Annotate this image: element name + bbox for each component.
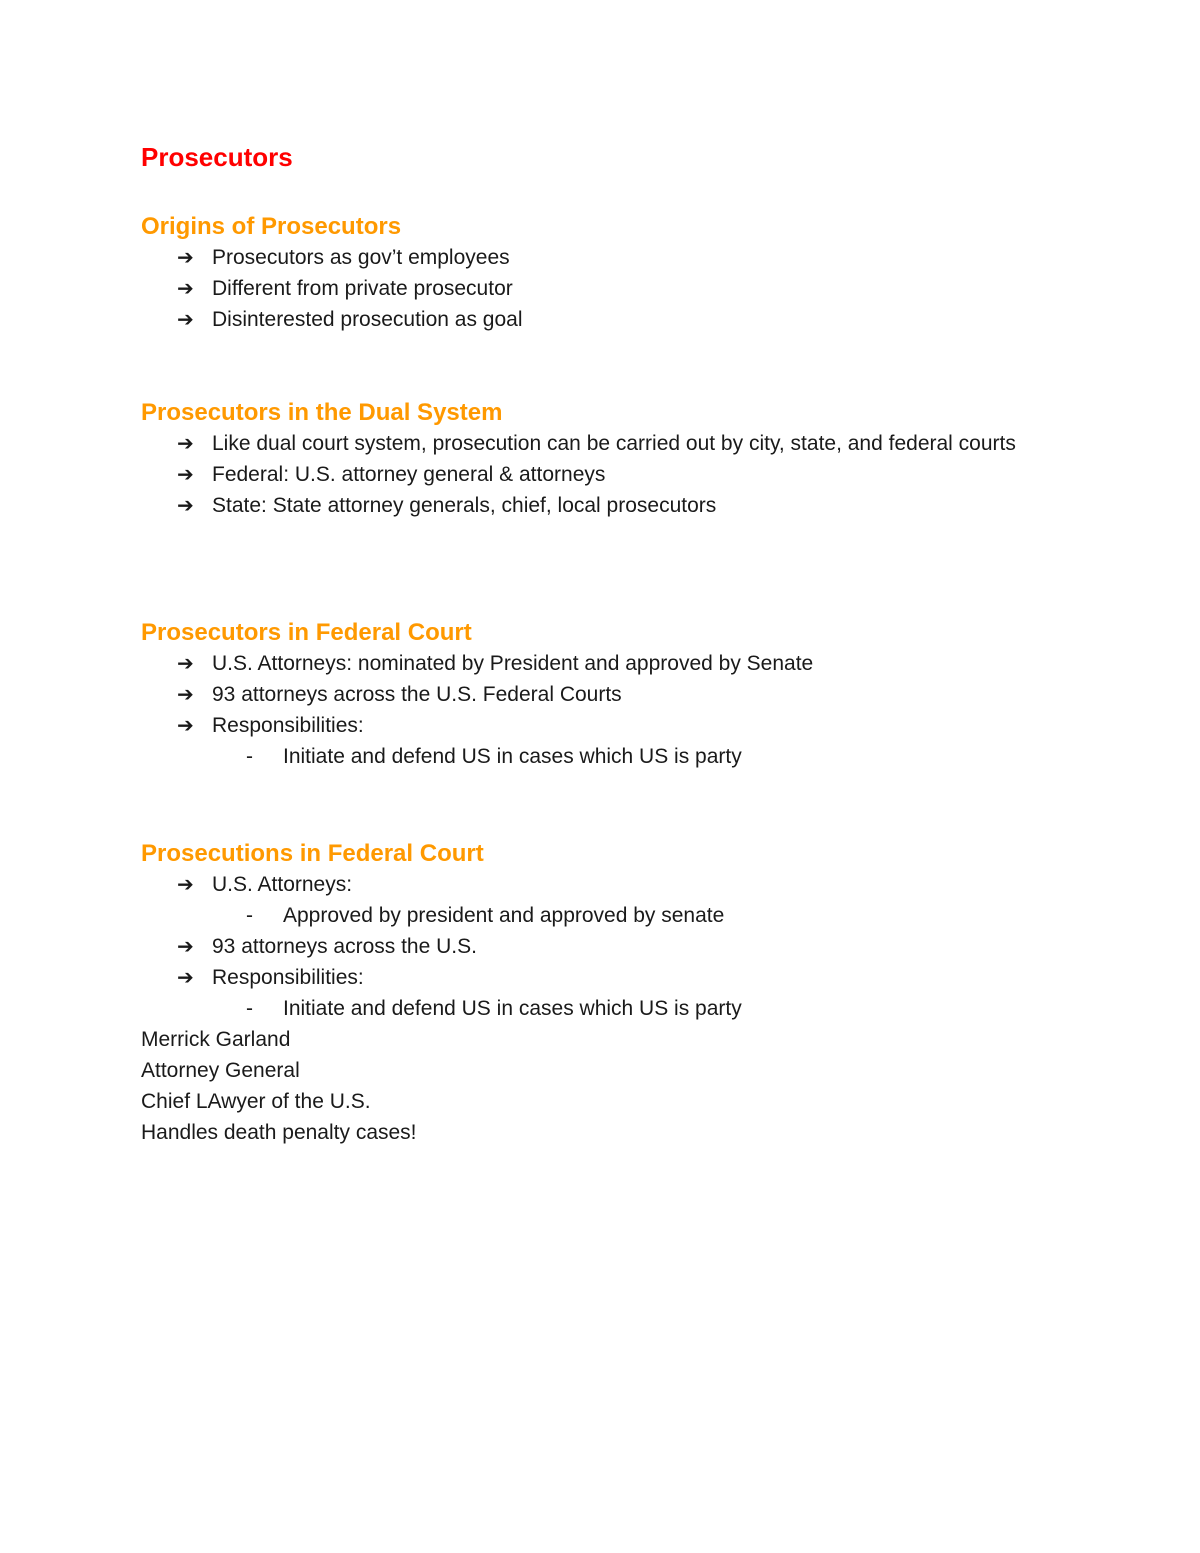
- bullet-list: [141, 869, 1081, 1024]
- arrow-bullet-icon: ➔: [177, 431, 194, 455]
- list-item: [141, 869, 1081, 900]
- list-item: [141, 242, 1081, 273]
- bullet-list: [141, 648, 1081, 772]
- dash-bullet-icon: -: [246, 997, 253, 1020]
- arrow-bullet-icon: ➔: [177, 493, 194, 517]
- section-heading: Prosecutors in the Dual System: [141, 399, 503, 426]
- list-item: [141, 679, 1081, 710]
- list-item-text: 93 attorneys across the U.S. Federal Courts: [212, 683, 622, 706]
- dash-bullet-icon: -: [246, 745, 253, 768]
- list-item: [141, 931, 1081, 962]
- arrow-bullet-icon: ➔: [177, 872, 194, 896]
- list-item: [141, 710, 1081, 741]
- list-item-text: Prosecutors as gov’t employees: [212, 246, 510, 269]
- list-item-text: U.S. Attorneys: nominated by President and approved by Senate: [212, 652, 814, 675]
- bullet-list: [141, 242, 1081, 335]
- arrow-bullet-icon: ➔: [177, 934, 194, 958]
- arrow-bullet-icon: ➔: [177, 965, 194, 989]
- section-prosecutions-federal-court: [141, 838, 1081, 1148]
- list-item-text: Responsibilities:: [212, 714, 364, 737]
- sub-list-item: [141, 993, 1081, 1024]
- document-title: Prosecutors: [141, 142, 293, 172]
- sub-list-item-text: Approved by president and approved by senate: [283, 904, 725, 927]
- list-item: [141, 648, 1081, 679]
- sub-list-item: [141, 741, 1081, 772]
- section-heading: Prosecutors in Federal Court: [141, 619, 472, 646]
- arrow-bullet-icon: ➔: [177, 682, 194, 706]
- section-dual-system: [141, 397, 1081, 521]
- plain-text-line: Chief LAwyer of the U.S.: [141, 1090, 371, 1113]
- list-item: [141, 304, 1081, 335]
- bullet-list: [141, 428, 1081, 521]
- dash-bullet-icon: -: [246, 904, 253, 927]
- list-item-text: Responsibilities:: [212, 966, 364, 989]
- arrow-bullet-icon: ➔: [177, 462, 194, 486]
- list-item-text: State: State attorney generals, chief, local prosecutors: [212, 494, 717, 517]
- section-heading: Prosecutions in Federal Court: [141, 840, 484, 867]
- section-prosecutors-federal-court: [141, 617, 1081, 772]
- arrow-bullet-icon: ➔: [177, 651, 194, 675]
- arrow-bullet-icon: ➔: [177, 276, 194, 300]
- list-item-text: Federal: U.S. attorney general & attorneys: [212, 463, 606, 486]
- list-item: [141, 459, 1081, 490]
- plain-text-line: Merrick Garland: [141, 1028, 291, 1051]
- sub-list-item: [141, 900, 1081, 931]
- list-item-text: Different from private prosecutor: [212, 277, 513, 300]
- list-item: [141, 273, 1081, 304]
- arrow-bullet-icon: ➔: [177, 307, 194, 331]
- arrow-bullet-icon: ➔: [177, 713, 194, 737]
- list-item-text: Disinterested prosecution as goal: [212, 308, 523, 331]
- sub-list-item-text: Initiate and defend US in cases which US is party: [283, 745, 742, 768]
- list-item: [141, 428, 1081, 459]
- list-item-text: Like dual court system, prosecution can be carried out by city, state, and federal courts: [212, 432, 1016, 455]
- section-origins: [141, 211, 1081, 335]
- list-item-text: U.S. Attorneys:: [212, 873, 353, 896]
- plain-text-line: Attorney General: [141, 1059, 300, 1082]
- list-item-text: 93 attorneys across the U.S.: [212, 935, 477, 958]
- plain-text-line: Handles death penalty cases!: [141, 1121, 417, 1144]
- section-heading: Origins of Prosecutors: [141, 213, 402, 240]
- sub-list-item-text: Initiate and defend US in cases which US is party: [283, 997, 742, 1020]
- list-item: [141, 962, 1081, 993]
- arrow-bullet-icon: ➔: [177, 245, 194, 269]
- list-item: [141, 490, 1081, 521]
